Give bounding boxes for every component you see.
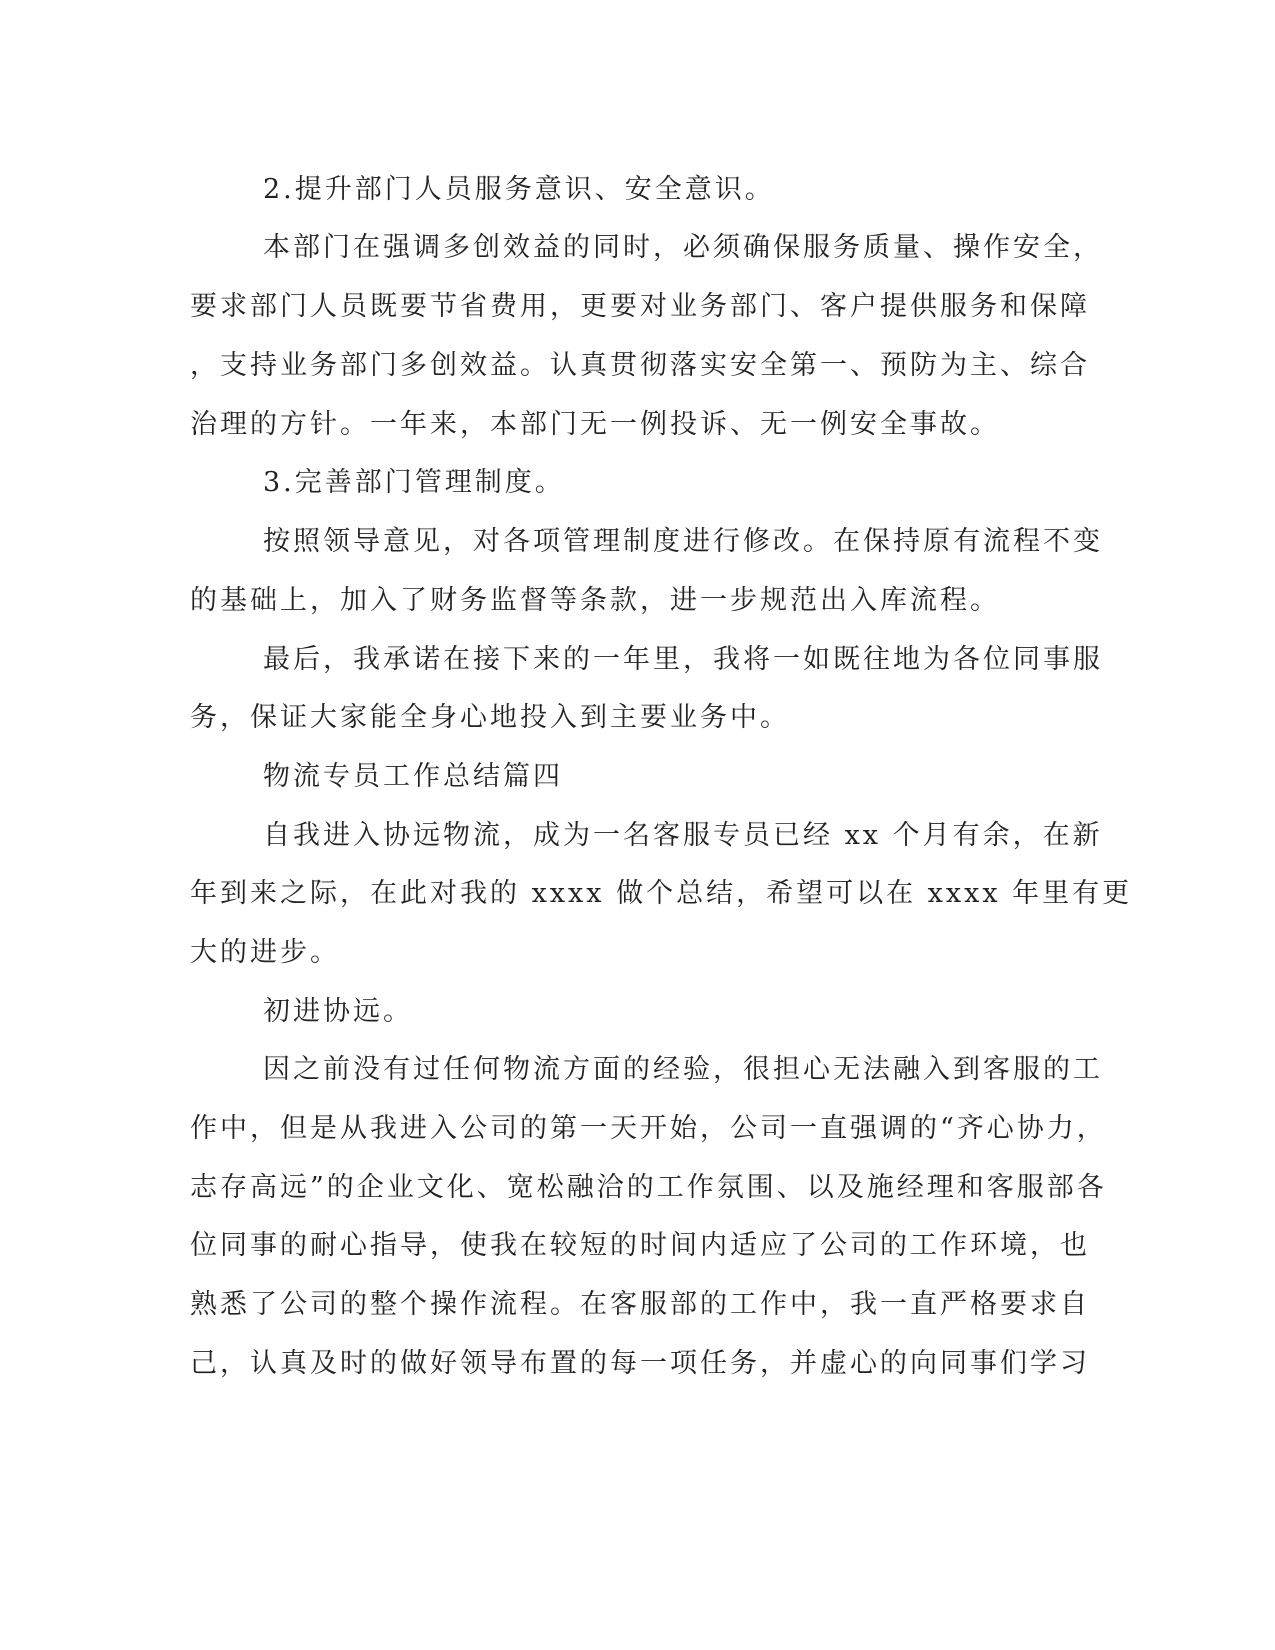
paragraph-line: 本部门在强调多创效益的同时，必须确保服务质量、操作安全， [263,232,1103,263]
paragraph-line: 按照领导意见，对各项管理制度进行修改。在保持原有流程不变 [263,526,1103,557]
paragraph-line: 治理的方针。一年来，本部门无一例投诉、无一例安全事故。 [190,409,1000,440]
paragraph-line: 因之前没有过任何物流方面的经验，很担心无法融入到客服的工 [263,1054,1103,1085]
paragraph-line: 最后，我承诺在接下来的一年里，我将一如既往地为各位同事服 [263,644,1103,675]
paragraph-line: 熟悉了公司的整个操作流程。在客服部的工作中，我一直严格要求自 [190,1289,1090,1320]
section-title: 物流专员工作总结篇四 [263,761,563,792]
paragraph-line: 大的进步。 [190,937,340,968]
paragraph-line: 志存高远”的企业文化、宽松融洽的工作氛围、以及施经理和客服部各 [190,1172,1107,1203]
heading-3: 3.完善部门管理制度。 [263,467,565,498]
paragraph-line: 己，认真及时的做好领导布置的每一项任务，并虚心的向同事们学习 [190,1348,1090,1379]
paragraph-line: 作中，但是从我进入公司的第一天开始，公司一直强调的“齐心协力， [190,1113,1107,1144]
paragraph-line: 要求部门人员既要节省费用，更要对业务部门、客户提供服务和保障 [190,291,1090,322]
heading-2: 2.提升部门人员服务意识、安全意识。 [263,174,775,205]
paragraph-line: 务，保证大家能全身心地投入到主要业务中。 [190,702,790,733]
paragraph-line: 自我进入协远物流，成为一名客服专员已经 xx 个月有余，在新 [263,820,1103,851]
subheading: 初进协远。 [263,996,413,1027]
paragraph-line: 年到来之际，在此对我的 xxxx 做个总结，希望可以在 xxxx 年里有更 [190,878,1133,909]
paragraph-line: 位同事的耐心指导，使我在较短的时间内适应了公司的工作环境，也 [190,1230,1090,1261]
paragraph-line: ，支持业务部门多创效益。认真贯彻落实安全第一、预防为主、综合 [190,350,1090,381]
paragraph-line: 的基础上，加入了财务监督等条款，进一步规范出入库流程。 [190,585,1000,616]
